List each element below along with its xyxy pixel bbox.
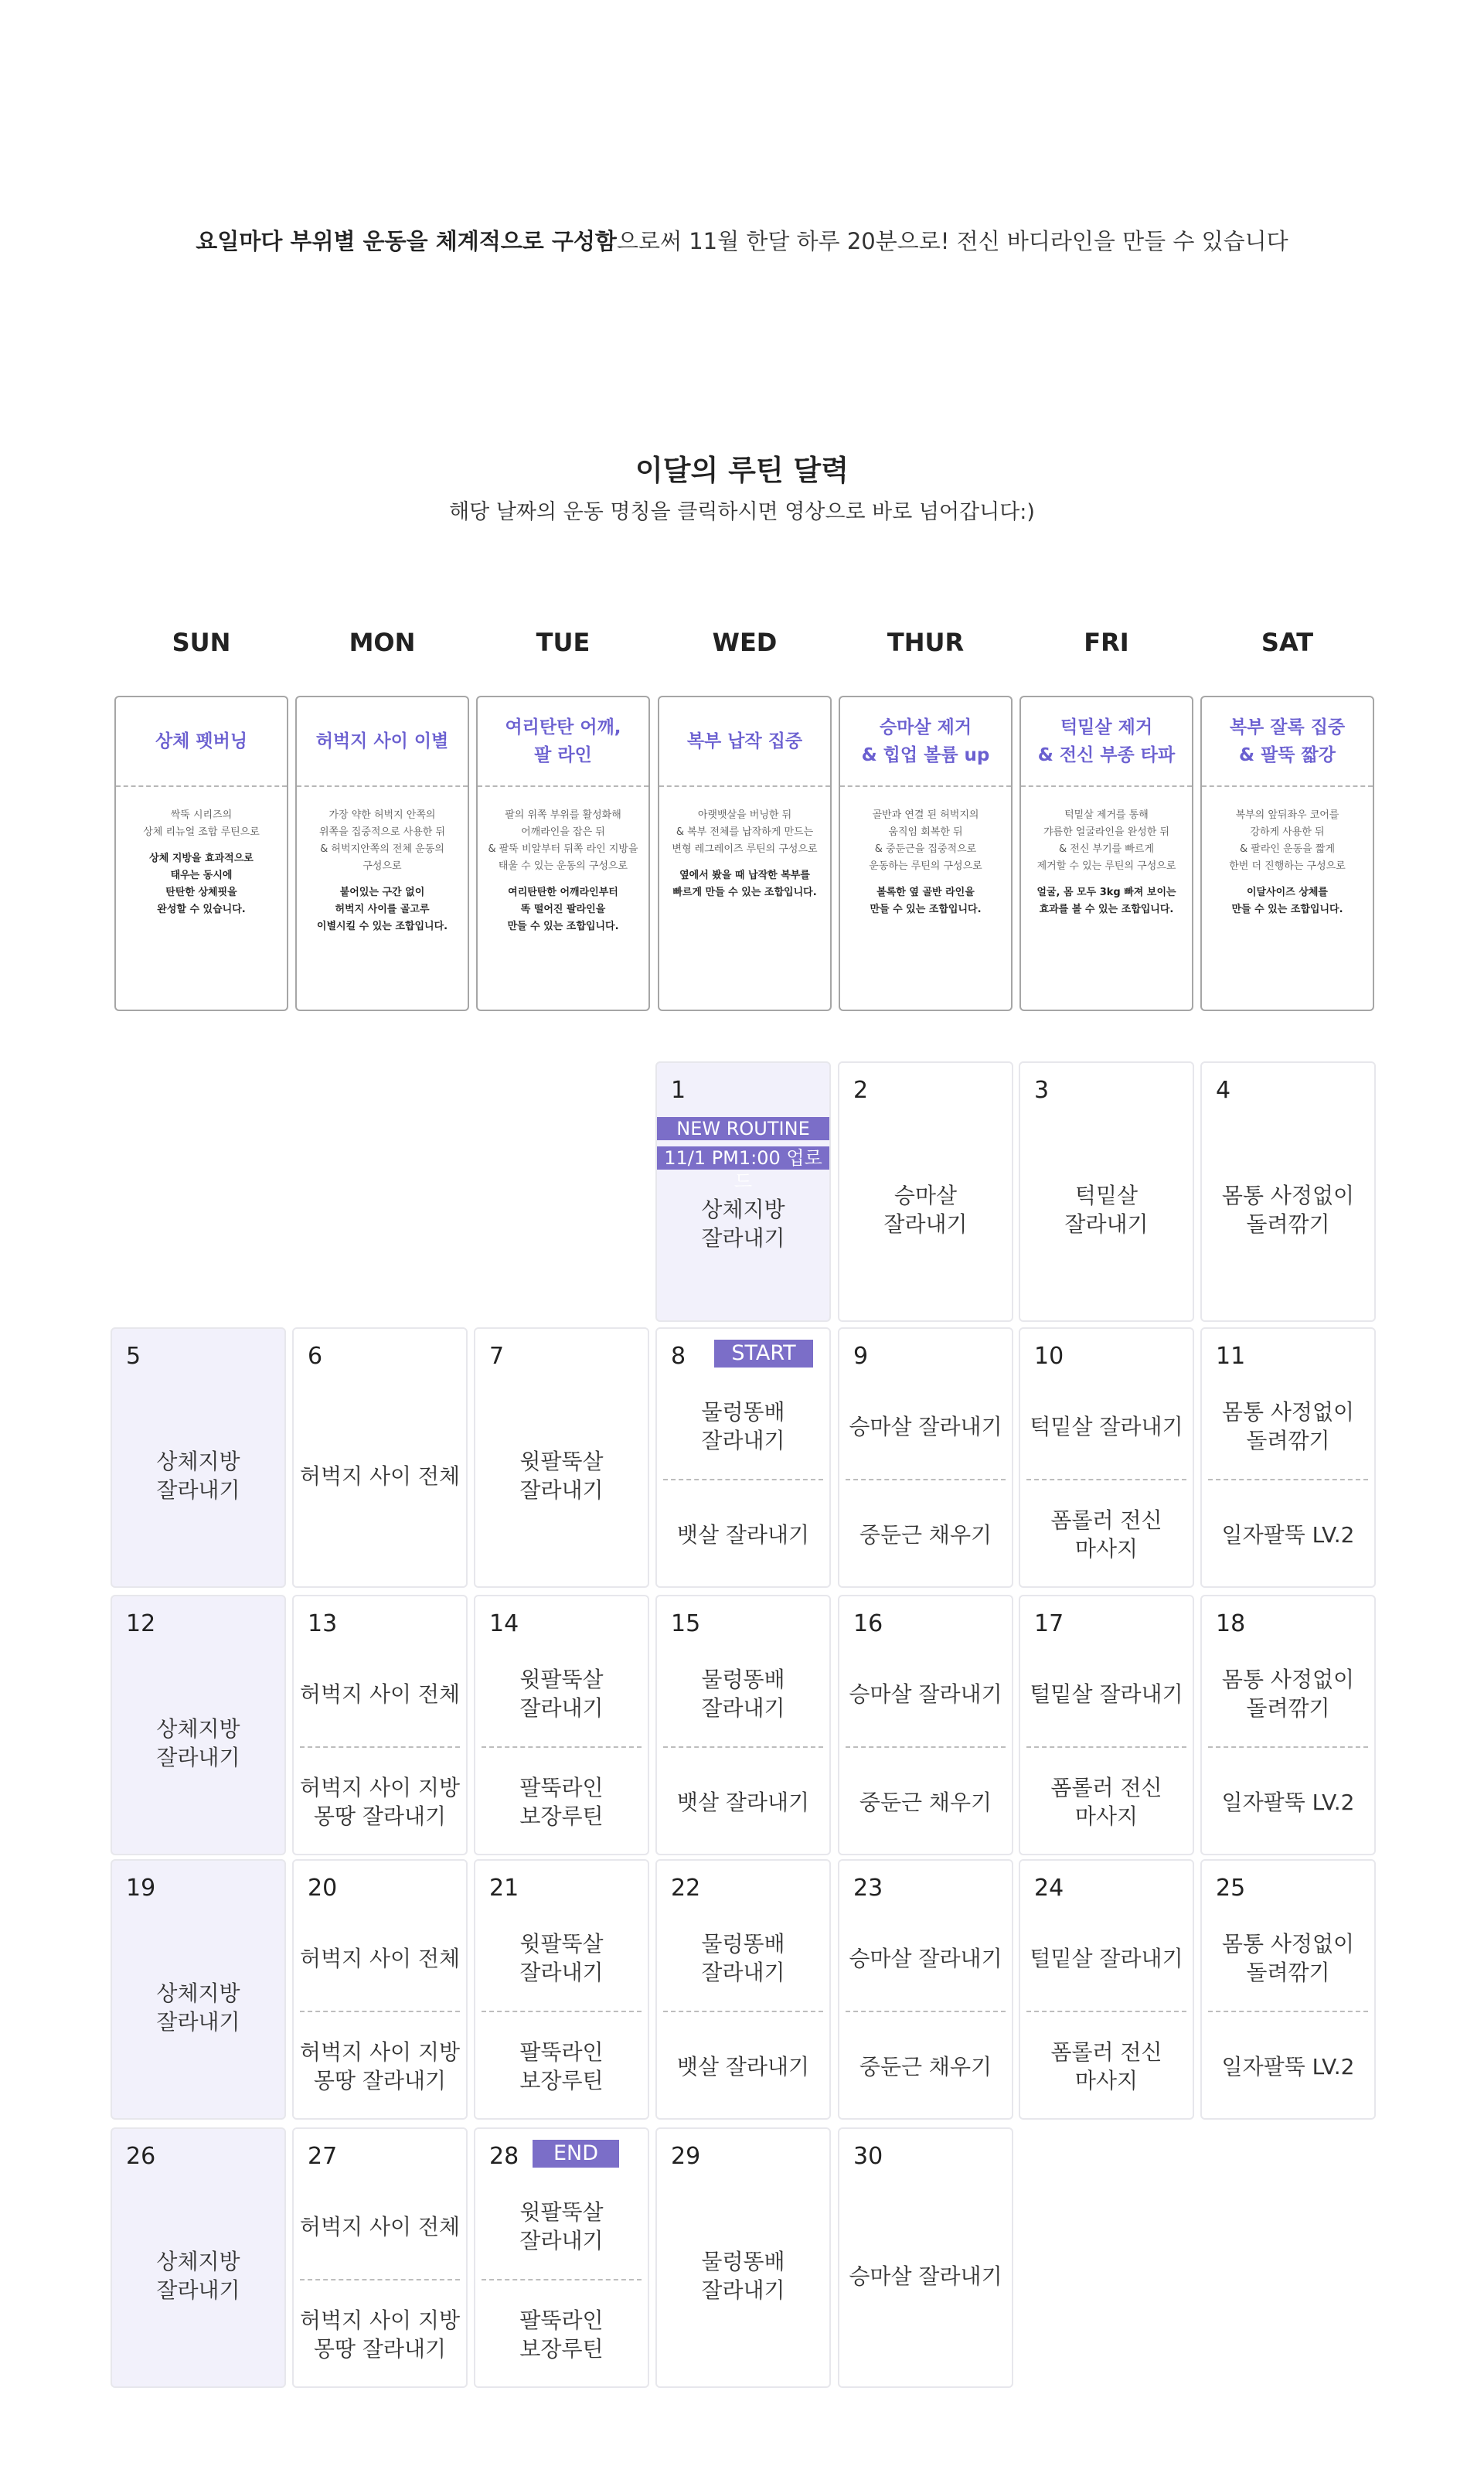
theme-highlight: 붙어있는 구간 없이 허벅지 사이를 골고루 이별시킬 수 있는 조합입니다. <box>316 887 448 932</box>
day-cell <box>292 1859 468 2120</box>
exercise-link[interactable]: 윗팔뚝살 잘라내기 <box>519 1449 604 1503</box>
day-cell <box>1200 1859 1376 2120</box>
day-cell <box>111 1327 286 1588</box>
day-cell <box>1200 1595 1376 1855</box>
theme-highlight: 옆에서 봤을 때 납작한 복부를 빠르게 만들 수 있는 조합입니다. <box>672 870 817 898</box>
intro-rest: 으로써 11월 한달 하루 20분으로! 전신 바디라인을 만들 수 있습니다 <box>616 228 1288 254</box>
divider <box>300 1746 460 1748</box>
day-cell <box>655 1595 831 1855</box>
intro-text <box>0 224 1484 256</box>
exercise-link-top[interactable]: 몸통 사정없이 돌려깎기 <box>1221 1931 1355 1985</box>
day-number: 26 <box>126 2143 156 2170</box>
day-cell <box>474 2127 649 2388</box>
day-cell <box>838 1061 1013 1322</box>
theme-title: 허벅지 사이 이별 <box>297 697 468 787</box>
theme-card <box>476 696 650 1011</box>
exercise-link[interactable]: 상체지방 잘라내기 <box>156 1449 240 1503</box>
day-number: 4 <box>1216 1077 1231 1104</box>
day-number: 18 <box>1216 1610 1246 1637</box>
calendar-title: 이달의 루틴 달력 <box>635 454 849 487</box>
exercise-link-bottom[interactable]: 일자팔뚝 LV.2 <box>1221 1521 1355 1548</box>
exercise-link-bottom[interactable]: 허벅지 사이 지방 몽땅 잘라내기 <box>299 2039 461 2093</box>
exercise-link-bottom[interactable]: 폼롤러 전신 마사지 <box>1050 1507 1162 1562</box>
divider <box>663 1746 823 1748</box>
day-cell <box>474 1859 649 2120</box>
exercise-link-top[interactable]: 털밑살 잘라내기 <box>1030 1681 1183 1707</box>
day-cell <box>1019 1327 1194 1588</box>
exercise-link-bottom[interactable]: 팔뚝라인 보장루틴 <box>519 2308 604 2362</box>
theme-highlight: 볼록한 옆 골반 라인을 만들 수 있는 조합입니다. <box>870 887 982 915</box>
exercise-link-top[interactable]: 물렁똥배 잘라내기 <box>701 1931 785 1985</box>
calendar-subtitle: 해당 날짜의 운동 명칭을 클릭하시면 영상으로 바로 넘어갑니다:) <box>449 500 1035 524</box>
exercise-link-bottom[interactable]: 폼롤러 전신 마사지 <box>1050 2039 1162 2093</box>
exercise-link-top[interactable]: 물렁똥배 잘라내기 <box>701 1667 785 1721</box>
theme-card <box>114 696 288 1011</box>
theme-highlight: 상체 지방을 효과적으로 태우는 동시에 탄탄한 상체핏을 완성할 수 있습니다. <box>149 853 254 915</box>
exercise-link-bottom[interactable]: 팔뚝라인 보장루틴 <box>519 2039 604 2093</box>
exercise-link[interactable]: 상체지방 잘라내기 <box>156 2249 240 2303</box>
exercise-link-top[interactable]: 승마살 잘라내기 <box>849 1681 1002 1707</box>
exercise-link[interactable]: 물렁똥배 잘라내기 <box>701 2249 785 2303</box>
theme-card <box>839 696 1013 1011</box>
day-cell <box>474 1327 649 1588</box>
day-cell <box>292 2127 468 2388</box>
exercise-link-top[interactable]: 허벅지 사이 전체 <box>299 2213 461 2239</box>
theme-description: 골반과 연결 된 허벅지의 움직임 회복한 뒤 & 중둔근을 집중적으로 운동하는 루틴의 구성으로 <box>869 809 982 872</box>
exercise-link[interactable]: 상체지방 잘라내기 <box>156 1981 240 2035</box>
day-number: 13 <box>308 1610 338 1637</box>
exercise-link-top[interactable]: 윗팔뚝살 잘라내기 <box>519 2199 604 2253</box>
start-badge: START <box>714 1340 813 1368</box>
theme-description: 싹뚝 시리즈의 상체 리뉴얼 조합 루틴으로 <box>143 809 260 838</box>
day-number: 11 <box>1216 1343 1246 1370</box>
exercise-link-bottom[interactable]: 일자팔뚝 LV.2 <box>1221 2053 1355 2079</box>
divider <box>300 2011 460 2012</box>
day-cell <box>838 2127 1013 2388</box>
day-number: 24 <box>1034 1875 1064 1902</box>
day-cell <box>1019 1061 1194 1322</box>
exercise-link-top[interactable]: 몸통 사정없이 돌려깎기 <box>1221 1667 1355 1721</box>
exercise-link-bottom[interactable]: 중둔근 채우기 <box>859 1789 992 1815</box>
end-badge: END <box>533 2140 619 2168</box>
day-number: 28 <box>489 2143 519 2170</box>
exercise-link[interactable]: 승마살 잘라내기 <box>883 1183 968 1237</box>
theme-description: 가장 약한 허벅지 안쪽의 위쪽을 집중적으로 사용한 뒤 & 허벅지안쪽의 전체 운동의 구성으로 <box>318 809 446 872</box>
exercise-link-top[interactable]: 윗팔뚝살 잘라내기 <box>519 1667 604 1721</box>
exercise-link[interactable]: 턱밑살 잘라내기 <box>1064 1183 1149 1237</box>
theme-card <box>295 696 469 1011</box>
day-number: 20 <box>308 1875 338 1902</box>
day-number: 5 <box>126 1343 141 1370</box>
theme-highlight: 얼굴, 몸 모두 3kg 빠져 보이는 효과를 볼 수 있는 조합입니다. <box>1036 887 1176 915</box>
day-number: 17 <box>1034 1610 1064 1637</box>
exercise-link-top[interactable]: 물렁똥배 잘라내기 <box>701 1399 785 1453</box>
exercise-link-bottom[interactable]: 허벅지 사이 지방 몽땅 잘라내기 <box>299 2308 461 2362</box>
day-number: 19 <box>126 1875 156 1902</box>
exercise-link-bottom[interactable]: 폼롤러 전신 마사지 <box>1050 1775 1162 1829</box>
exercise-link-top[interactable]: 승마살 잘라내기 <box>849 1413 1002 1439</box>
day-number: 22 <box>671 1875 701 1902</box>
divider <box>663 1479 823 1480</box>
divider <box>1208 2011 1368 2012</box>
theme-title: 복부 납작 집중 <box>659 697 830 787</box>
exercise-link-bottom[interactable]: 뱃살 잘라내기 <box>676 2053 810 2079</box>
theme-description: 복부의 앞뒤좌우 코어를 강하게 사용한 뒤 & 팔라인 운동을 짧게 한번 더 진행하는 구성으로 <box>1229 809 1346 872</box>
day-number: 6 <box>308 1343 323 1370</box>
upload-time-badge: 11/1 PM1:00 업로드 <box>657 1146 829 1170</box>
day-cell <box>292 1327 468 1588</box>
day-cell <box>655 2127 831 2388</box>
day-number: 25 <box>1216 1875 1246 1902</box>
day-cell <box>1200 1327 1376 1588</box>
day-cell <box>1019 1595 1194 1855</box>
exercise-link-top[interactable]: 털밑살 잘라내기 <box>1030 1945 1183 1971</box>
day-number: 16 <box>853 1610 883 1637</box>
day-number: 3 <box>1034 1077 1050 1104</box>
weekday-label-sun: SUN <box>172 628 231 657</box>
divider <box>846 2011 1006 2012</box>
exercise-link[interactable]: 상체지방 잘라내기 <box>701 1197 785 1251</box>
theme-title: 상체 펫버닝 <box>116 697 287 787</box>
day-number: 29 <box>671 2143 701 2170</box>
divider <box>482 2011 642 2012</box>
divider <box>1208 1746 1368 1748</box>
day-number: 30 <box>853 2143 883 2170</box>
exercise-link[interactable]: 몸통 사정없이 돌려깎기 <box>1221 1183 1355 1237</box>
weekday-label-thur: THUR <box>887 628 965 657</box>
exercise-link-top[interactable]: 승마살 잘라내기 <box>849 1945 1002 1971</box>
theme-title: 복부 잘록 집중 & 팔뚝 짧강 <box>1202 697 1373 787</box>
day-number: 21 <box>489 1875 519 1902</box>
exercise-link-top[interactable]: 몸통 사정없이 돌려깎기 <box>1221 1399 1355 1453</box>
weekday-label-fri: FRI <box>1084 628 1129 657</box>
divider <box>482 2279 642 2280</box>
divider <box>1208 1479 1368 1480</box>
day-number: 10 <box>1034 1343 1064 1370</box>
day-cell <box>111 2127 286 2388</box>
weekday-label-tue: TUE <box>536 628 591 657</box>
exercise-link-top[interactable]: 윗팔뚝살 잘라내기 <box>519 1931 604 1985</box>
divider <box>482 1746 642 1748</box>
theme-description: 아랫뱃살을 버닝한 뒤 & 복부 전체를 납작하게 만드는 변형 레그레이즈 루틴의 구성으로 <box>672 809 818 855</box>
theme-highlight: 여리탄탄한 어깨라인부터 똑 떨어진 팔라인을 만들 수 있는 조합입니다. <box>507 887 619 932</box>
day-cell <box>655 1859 831 2120</box>
divider <box>846 1479 1006 1480</box>
theme-title: 턱밑살 제거 & 전신 부종 타파 <box>1021 697 1192 787</box>
theme-highlight: 이달사이즈 상체를 만들 수 있는 조합입니다. <box>1231 887 1343 915</box>
theme-description: 팔의 위쪽 부위를 활성화해 어깨라인을 잡은 뒤 & 팔뚝 비알부터 뒤쪽 라인 지방을 태울 수 있는 운동의 구성으로 <box>488 809 638 872</box>
day-cell <box>655 1061 831 1322</box>
divider <box>1026 1479 1186 1480</box>
day-number: 15 <box>671 1610 701 1637</box>
day-cell <box>838 1595 1013 1855</box>
exercise-link-bottom[interactable]: 허벅지 사이 지방 몽땅 잘라내기 <box>299 1775 461 1829</box>
divider <box>1026 2011 1186 2012</box>
exercise-link-top[interactable]: 허벅지 사이 전체 <box>299 1945 461 1971</box>
new-routine-badge: NEW ROUTINE <box>657 1117 829 1140</box>
theme-description: 턱밑살 제거를 통해 갸름한 얼굴라인을 완성한 뒤 & 전신 부기를 빠르게 제거할 수 있는 루틴의 구성으로 <box>1036 809 1176 872</box>
day-number: 27 <box>308 2143 338 2170</box>
exercise-link-bottom[interactable]: 중둔근 채우기 <box>859 1521 992 1548</box>
day-number: 7 <box>489 1343 505 1370</box>
weekday-label-mon: MON <box>349 628 416 657</box>
divider <box>663 2011 823 2012</box>
weekday-label-sat: SAT <box>1261 628 1314 657</box>
weekday-label-wed: WED <box>712 628 778 657</box>
divider <box>300 2279 460 2280</box>
exercise-link[interactable]: 상체지방 잘라내기 <box>156 1716 240 1770</box>
exercise-link-top[interactable]: 허벅지 사이 전체 <box>299 1681 461 1707</box>
day-cell <box>1019 1859 1194 2120</box>
exercise-link-bottom[interactable]: 팔뚝라인 보장루틴 <box>519 1775 604 1829</box>
day-number: 23 <box>853 1875 883 1902</box>
exercise-link-bottom[interactable]: 일자팔뚝 LV.2 <box>1221 1789 1355 1815</box>
day-number: 12 <box>126 1610 156 1637</box>
exercise-link-bottom[interactable]: 뱃살 잘라내기 <box>676 1789 810 1815</box>
day-cell <box>292 1595 468 1855</box>
theme-title: 여리탄탄 어깨, 팔 라인 <box>478 697 648 787</box>
day-cell <box>474 1595 649 1855</box>
exercise-link-bottom[interactable]: 뱃살 잘라내기 <box>676 1521 810 1548</box>
theme-title: 승마살 제거 & 힙업 볼륨 up <box>840 697 1011 787</box>
day-cell <box>1200 1061 1376 1322</box>
day-cell <box>111 1859 286 2120</box>
day-cell <box>111 1595 286 1855</box>
divider <box>1026 1746 1186 1748</box>
day-cell <box>655 1327 831 1588</box>
theme-card <box>1019 696 1193 1011</box>
exercise-link[interactable]: 승마살 잘라내기 <box>849 2263 1002 2289</box>
day-cell <box>838 1327 1013 1588</box>
theme-card <box>658 696 832 1011</box>
day-number: 8 <box>671 1343 686 1370</box>
day-number: 1 <box>671 1077 686 1104</box>
day-number: 2 <box>853 1077 869 1104</box>
exercise-link[interactable]: 허벅지 사이 전체 <box>299 1463 461 1489</box>
day-number: 14 <box>489 1610 519 1637</box>
day-cell <box>838 1859 1013 2120</box>
day-number: 9 <box>853 1343 869 1370</box>
exercise-link-bottom[interactable]: 중둔근 채우기 <box>859 2053 992 2079</box>
divider <box>846 1746 1006 1748</box>
theme-card <box>1200 696 1374 1011</box>
exercise-link-top[interactable]: 턱밑살 잘라내기 <box>1030 1413 1183 1439</box>
intro-bold: 요일마다 부위별 운동을 체계적으로 구성함 <box>196 228 617 254</box>
